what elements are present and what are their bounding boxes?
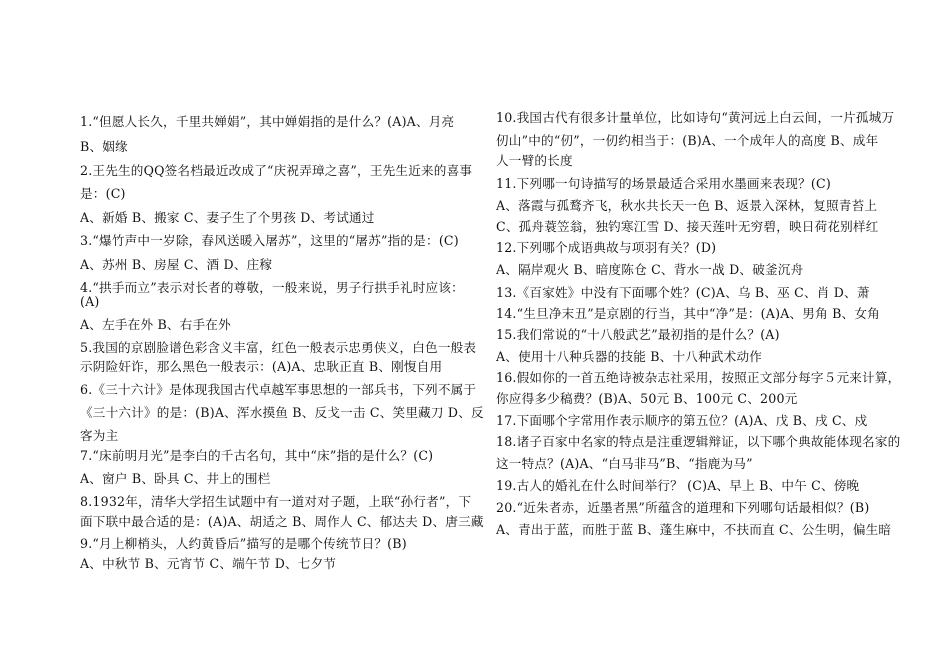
text-line: 19.古人的婚礼在什么时间举行？ (C)A、早上 B、中午 C、傍晚 (496, 478, 860, 493)
text-line: 18.诸子百家中名家的特点是注重逻辑辩证，以下哪个典故能体现名家的 (496, 434, 901, 449)
text-line: A、窗户 B、卧具 C、井上的围栏 (80, 471, 271, 486)
text-line: 7.“床前明月光”是李白的千古名句，其中“床”指的是什么？(C) (80, 448, 434, 463)
text-line: 5.我国的京剧脸谱色彩含义丰富，红色一般表示忠勇侠义，白色一般表 (80, 340, 477, 355)
text-line: A、青出于蓝，而胜于蓝 B、蓬生麻中，不扶而直 C、公生明，偏生暗 (496, 522, 892, 537)
text-line: 这一特点？(A)A、“白马非马”B、“指鹿为马” (496, 456, 753, 471)
text-line: 你应得多少稿费？(B)A、50元 B、100元 C、200元 (496, 391, 798, 406)
text-line: 20.“近朱者赤，近墨者黑”所蕴含的道理和下列哪句话最相似？(B) (496, 500, 870, 515)
text-line: 示阴险奸诈，那么黑色一般表示：(A)A、忠耿正直 B、刚愎自用 (80, 359, 443, 374)
text-line: 14.“生旦净末丑”是京剧的行当，其中“净”是：(A)A、男角 B、女角 (496, 306, 880, 321)
text-line: 3.“爆竹声中一岁除，春风送暖入屠苏”，这里的“屠苏”指的是：(C) (80, 233, 459, 248)
text-line: A、隔岸观火 B、暗度陈仓 C、背水一战 D、破釜沉舟 (496, 262, 804, 277)
text-line: 人一臂的长度 (496, 153, 573, 168)
text-line: 4.“拱手而立”表示对长者的尊敬，一般来说，男子行拱手礼时应该： (80, 280, 464, 295)
text-line: 13.《百家姓》中没有下面哪个姓？(C)A、乌 B、巫 C、肖 D、萧 (496, 285, 870, 300)
text-line: 6.《三十六计》是体现我国古代卓越军事思想的一部兵书，下列不属于 (80, 382, 477, 397)
text-line: A、新婚 B、搬家 C、妻子生了个男孩 D、考试通过 (80, 210, 375, 225)
text-line: 15.我们常说的“十八般武艺”最初指的是什么？(A) (496, 327, 780, 342)
text-line: 仞山”中的“仞”，一仞约相当于：(B)A、一个成年人的高度 B、成年 (496, 133, 879, 148)
text-line: A、左手在外 B、右手在外 (80, 317, 231, 332)
text-line: 是：(C) (80, 186, 126, 201)
text-line: 10.我国古代有很多计量单位，比如诗句“黄河远上白云间，一片孤城万 (496, 110, 895, 125)
text-line: 2.王先生的QQ签名档最近改成了“庆祝弄璋之喜”，王先生近来的喜事 (80, 163, 473, 178)
text-line: 16.假如你的一首五绝诗被杂志社采用，按照正文部分每字５元来计算， (496, 370, 901, 385)
text-line: C、孤舟蓑笠翁，独钓寒江雪 D、接天莲叶无穷碧，映日荷花别样红 (496, 219, 879, 234)
text-line: A、苏州 B、房屋 C、酒 D、庄稼 (80, 257, 273, 272)
text-line: 面下联中最合适的是：(A)A、胡适之 B、周作人 C、郁达夫 D、唐三藏 (80, 514, 484, 529)
text-line: 12.下列哪个成语典故与项羽有关？(D) (496, 240, 717, 255)
text-line: 9.“月上柳梢头，人约黄昏后”描写的是哪个传统节日？(B) (80, 536, 407, 551)
text-line: (A) (80, 294, 100, 309)
text-line: 17.下面哪个字常用作表示顺序的第五位？(A)A、戊 B、戌 C、戍 (496, 413, 868, 428)
text-line: A、中秋节 B、元宵节 C、端午节 D、七夕节 (80, 556, 337, 571)
text-line: 1.“但愿人长久，千里共婵娟”，其中婵娟指的是什么？(A)A、月亮 (80, 114, 455, 129)
text-line: 客为主 (80, 428, 119, 443)
text-line: A、落霞与孤鹜齐飞，秋水共长天一色 B、返景入深林，复照青苔上 (496, 198, 878, 213)
text-line: 8.1932年，清华大学招生试题中有一道对对子题，上联“孙行者”，下 (80, 494, 472, 509)
text-line: B、姻缘 (80, 139, 128, 154)
text-line: 11.下列哪一句诗描写的场景最适合采用水墨画来表现？(C) (496, 176, 831, 191)
text-line: A、使用十八种兵器的技能 B、十八种武术动作 (496, 349, 763, 364)
text-line: 《三十六计》的是：(B)A、浑水摸鱼 B、反戈一击 C、笑里藏刀 D、反 (80, 405, 484, 420)
